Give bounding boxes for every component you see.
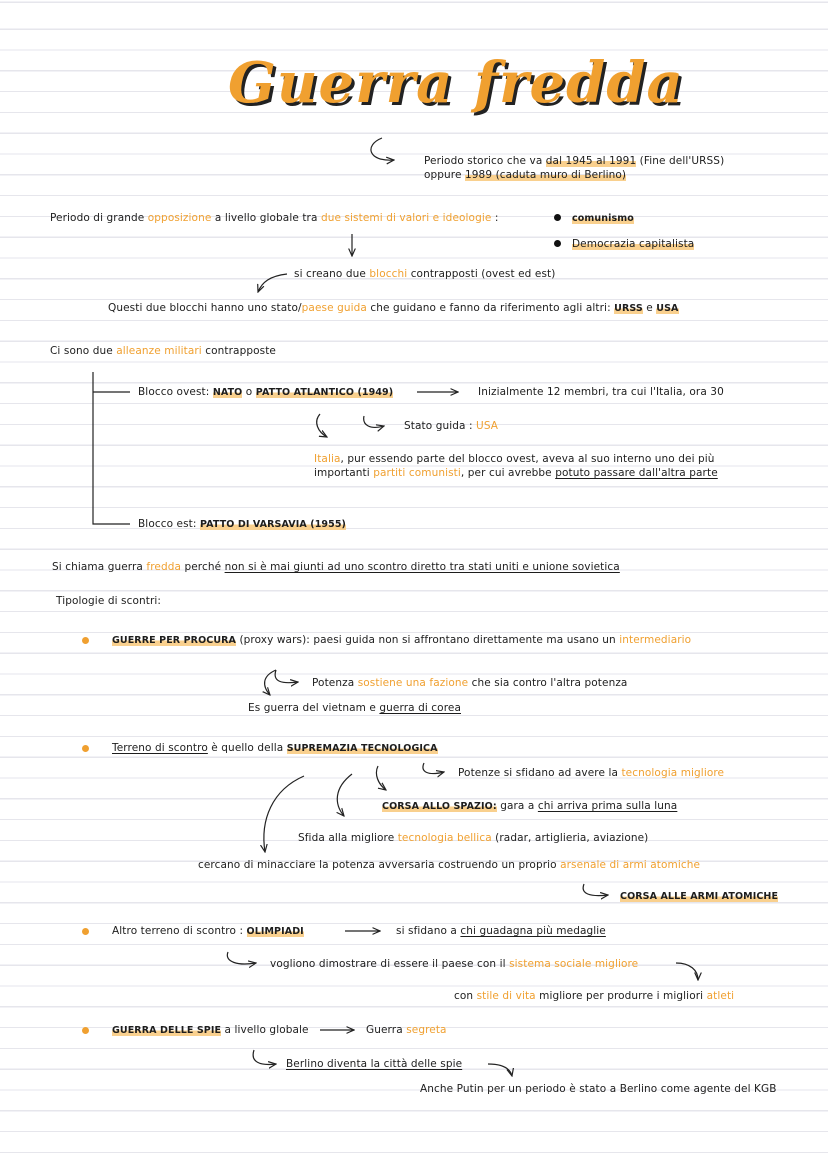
arrow-spies-berlin <box>253 1050 276 1064</box>
bullet-dot <box>82 637 89 644</box>
bullet-communism: comunismo <box>572 213 634 224</box>
arrow-olympics-social <box>227 952 256 964</box>
tech-space-race: CORSA ALLO SPAZIO: gara a chi arriva prima sulla luna <box>382 800 678 812</box>
tech-line: Terreno di scontro è quello della SUPREMAZIA TECNOLOGICA <box>112 742 438 754</box>
italy-line-1: Italia, pur essendo parte del blocco ovest, aveva al suo interno uno dei più <box>314 453 715 465</box>
intro-line-1: Periodo storico che va dal 1945 al 1991 (Fine dell'URSS) <box>424 155 725 167</box>
arrow-tech-space <box>376 766 386 790</box>
blocs-line: si creano due blocchi contrapposti (ovest ed est) <box>294 268 556 280</box>
east-bloc: Blocco est: PATTO DI VARSAVIA (1955) <box>138 518 346 530</box>
alliances-line: Ci sono due alleanze militari contrapposte <box>50 345 276 357</box>
west-guide: Stato guida : USA <box>404 420 499 432</box>
arrow-intro <box>371 138 394 160</box>
tech-weapons: Sfida alla migliore tecnologia bellica (radar, artiglieria, aviazione) <box>298 832 649 844</box>
leaders-line: Questi due blocchi hanno uno stato/paese guida che guidano e fanno da riferimento agli altri: URSS e USA <box>108 302 679 314</box>
types-label: Tipologie di scontri: <box>56 595 162 607</box>
arrow-guide <box>364 416 384 427</box>
spies-putin: Anche Putin per un periodo è stato a Berlino come agente del KGB <box>420 1083 777 1095</box>
spies-secret: Guerra segreta <box>366 1024 447 1036</box>
tech-best: Potenze si sfidano ad avere la tecnologia migliore <box>458 767 725 779</box>
intro-line-2: oppure 1989 (caduta muro di Berlino) <box>424 169 627 181</box>
tech-atomic-race: CORSA ALLE ARMI ATOMICHE <box>620 891 779 902</box>
olympics-social: vogliono dimostrare di essere il paese con il sistema sociale migliore <box>270 958 639 970</box>
bullet-dot <box>554 240 561 247</box>
bracket-alliances <box>93 372 130 524</box>
arrow-italy <box>317 414 327 437</box>
italy-line-2: importanti partiti comunisti, per cui avrebbe potuto passare dall'altra parte <box>314 467 718 479</box>
why-cold-line: Si chiama guerra fredda perché non si è mai giunti ad uno scontro diretto tra stati uniti e unione sovietica <box>52 561 620 573</box>
arrow-tech-weapons <box>337 774 352 816</box>
tech-atomic: cercano di minacciare la potenza avversaria costruendo un proprio arsenale di armi atomiche <box>198 859 701 871</box>
proxy-faction: Potenza sostiene una fazione che sia contro l'altra potenza <box>312 677 628 689</box>
bullet-capitalism: Democrazia capitalista <box>572 238 695 250</box>
spies-berlin: Berlino diventa la città delle spie <box>286 1058 463 1070</box>
arrow-olympics-life <box>676 963 698 980</box>
bullet-dot <box>82 745 89 752</box>
proxy-line: GUERRE PER PROCURA (proxy wars): paesi guida non si affrontano direttamente ma usano un intermediario <box>112 634 692 646</box>
arrow-leaders <box>258 274 287 292</box>
arrow-proxy-right <box>275 670 298 683</box>
arrow-tech-right <box>423 763 444 774</box>
arrow-proxy-down <box>265 670 276 695</box>
bullet-dot <box>82 928 89 935</box>
arrow-atomic-race <box>583 884 608 896</box>
west-bloc: Blocco ovest: NATO o PATTO ATLANTICO (1949) <box>138 386 394 398</box>
arrow-spies-putin <box>488 1064 512 1076</box>
bullet-dot <box>554 214 561 221</box>
proxy-example: Es guerra del vietnam e guerra di corea <box>248 702 461 714</box>
olympics-medals: si sfidano a chi guadagna più medaglie <box>396 925 606 937</box>
opposition-line: Periodo di grande opposizione a livello globale tra due sistemi di valori e ideologie : <box>50 212 499 224</box>
olympics-line: Altro terreno di scontro : OLIMPIADI <box>112 925 304 937</box>
west-members: Inizialmente 12 membri, tra cui l'Italia, ora 30 <box>478 386 724 398</box>
spies-line: GUERRA DELLE SPIE a livello globale <box>112 1024 309 1036</box>
olympics-life: con stile di vita migliore per produrre i migliori atleti <box>454 990 735 1002</box>
bullet-dot <box>82 1027 89 1034</box>
page-title: Guerra fredda <box>228 50 684 116</box>
